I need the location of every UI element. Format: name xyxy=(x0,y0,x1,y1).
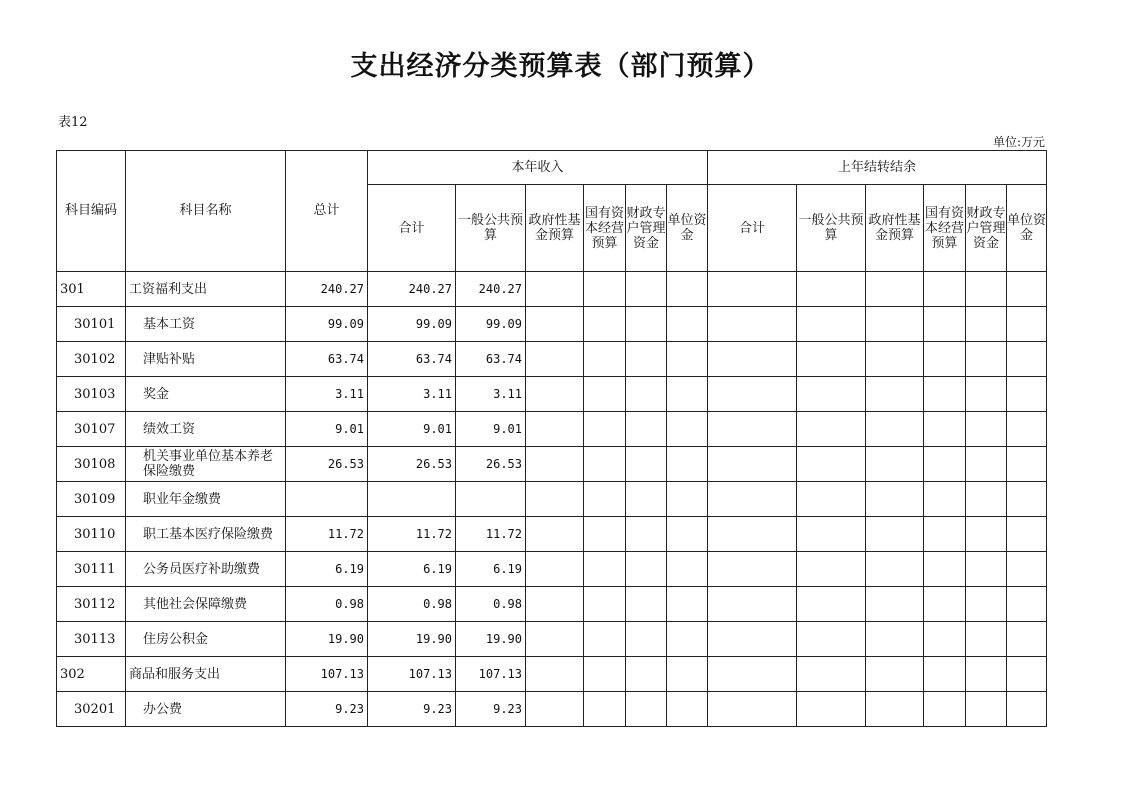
row-name: 基本工资 xyxy=(126,307,286,342)
row-name: 办公费 xyxy=(126,692,286,727)
row-current-general: 3.11 xyxy=(456,377,526,412)
table-row xyxy=(57,587,1047,622)
empty-cell xyxy=(1007,517,1047,552)
empty-cell xyxy=(708,272,797,307)
row-current-general: 11.72 xyxy=(456,517,526,552)
empty-cell xyxy=(1007,307,1047,342)
table-number: 表12 xyxy=(58,115,88,130)
empty-cell xyxy=(708,552,797,587)
empty-cell xyxy=(708,517,797,552)
row-current-general: 9.23 xyxy=(456,692,526,727)
row-name: 公务员医疗补助缴费 xyxy=(126,552,286,587)
empty-cell xyxy=(626,377,667,412)
table-row xyxy=(57,447,1047,482)
row-code: 30101 xyxy=(57,307,126,342)
empty-cell xyxy=(866,412,924,447)
row-current-general: 99.09 xyxy=(456,307,526,342)
empty-cell xyxy=(797,412,866,447)
empty-cell xyxy=(866,377,924,412)
table-row xyxy=(57,342,1047,377)
row-code: 302 xyxy=(57,657,126,692)
header-name: 科目名称 xyxy=(126,151,286,272)
empty-cell xyxy=(924,482,966,517)
empty-cell xyxy=(966,307,1007,342)
empty-cell xyxy=(924,412,966,447)
empty-cell xyxy=(667,377,708,412)
empty-cell xyxy=(966,692,1007,727)
empty-cell xyxy=(866,307,924,342)
row-name: 绩效工资 xyxy=(126,412,286,447)
empty-cell xyxy=(866,447,924,482)
table-row xyxy=(57,517,1047,552)
row-current-general: 107.13 xyxy=(456,657,526,692)
empty-cell xyxy=(924,552,966,587)
row-name: 工资福利支出 xyxy=(126,272,286,307)
empty-cell xyxy=(667,552,708,587)
row-current-general xyxy=(456,482,526,517)
empty-cell xyxy=(667,692,708,727)
empty-cell xyxy=(708,342,797,377)
empty-cell xyxy=(797,692,866,727)
empty-cell xyxy=(1007,342,1047,377)
empty-cell xyxy=(966,377,1007,412)
empty-cell xyxy=(667,482,708,517)
row-total: 99.09 xyxy=(286,307,368,342)
row-code: 30111 xyxy=(57,552,126,587)
row-name: 商品和服务支出 xyxy=(126,657,286,692)
empty-cell xyxy=(797,657,866,692)
empty-cell xyxy=(708,377,797,412)
empty-cell xyxy=(584,552,626,587)
row-name: 住房公积金 xyxy=(126,622,286,657)
header-carry-general: 一般公共预算 xyxy=(797,185,866,272)
empty-cell xyxy=(584,657,626,692)
empty-cell xyxy=(797,342,866,377)
empty-cell xyxy=(924,587,966,622)
empty-cell xyxy=(1007,692,1047,727)
empty-cell xyxy=(924,657,966,692)
empty-cell xyxy=(526,307,584,342)
empty-cell xyxy=(708,657,797,692)
row-current-general: 9.01 xyxy=(456,412,526,447)
table-row xyxy=(57,552,1047,587)
budget-table xyxy=(56,150,1047,727)
row-code: 30102 xyxy=(57,342,126,377)
empty-cell xyxy=(966,342,1007,377)
row-current-sum: 11.72 xyxy=(368,517,456,552)
row-current-general: 240.27 xyxy=(456,272,526,307)
row-current-sum: 0.98 xyxy=(368,587,456,622)
empty-cell xyxy=(1007,552,1047,587)
row-total: 11.72 xyxy=(286,517,368,552)
header-carry-fund: 政府性基金预算 xyxy=(866,185,924,272)
empty-cell xyxy=(797,482,866,517)
header-carry-state-capital: 国有资本经营预算 xyxy=(924,185,966,272)
empty-cell xyxy=(924,692,966,727)
header-current-fund: 政府性基金预算 xyxy=(526,185,584,272)
row-total: 6.19 xyxy=(286,552,368,587)
empty-cell xyxy=(866,657,924,692)
header-current-sum: 合计 xyxy=(368,185,456,272)
row-current-sum: 240.27 xyxy=(368,272,456,307)
empty-cell xyxy=(797,552,866,587)
row-current-sum: 9.01 xyxy=(368,412,456,447)
row-current-sum xyxy=(368,482,456,517)
empty-cell xyxy=(626,482,667,517)
unit-label: 单位:万元 xyxy=(992,135,1045,149)
row-total: 0.98 xyxy=(286,587,368,622)
empty-cell xyxy=(526,272,584,307)
empty-cell xyxy=(584,272,626,307)
empty-cell xyxy=(626,692,667,727)
empty-cell xyxy=(866,552,924,587)
empty-cell xyxy=(1007,482,1047,517)
empty-cell xyxy=(1007,377,1047,412)
empty-cell xyxy=(1007,447,1047,482)
empty-cell xyxy=(966,622,1007,657)
empty-cell xyxy=(708,412,797,447)
empty-cell xyxy=(626,517,667,552)
row-total: 26.53 xyxy=(286,447,368,482)
empty-cell xyxy=(966,587,1007,622)
row-code: 30108 xyxy=(57,447,126,482)
empty-cell xyxy=(708,482,797,517)
empty-cell xyxy=(866,272,924,307)
empty-cell xyxy=(797,517,866,552)
row-total: 9.23 xyxy=(286,692,368,727)
empty-cell xyxy=(1007,657,1047,692)
empty-cell xyxy=(584,692,626,727)
empty-cell xyxy=(526,377,584,412)
row-total: 63.74 xyxy=(286,342,368,377)
empty-cell xyxy=(626,342,667,377)
header-current-state-capital: 国有资本经营预算 xyxy=(584,185,626,272)
empty-cell xyxy=(866,517,924,552)
row-current-general: 63.74 xyxy=(456,342,526,377)
empty-cell xyxy=(626,657,667,692)
table-row xyxy=(57,412,1047,447)
empty-cell xyxy=(924,622,966,657)
row-code: 30109 xyxy=(57,482,126,517)
row-name: 职工基本医疗保险缴费 xyxy=(126,517,286,552)
row-name: 津贴补贴 xyxy=(126,342,286,377)
empty-cell xyxy=(526,622,584,657)
row-current-sum: 9.23 xyxy=(368,692,456,727)
empty-cell xyxy=(584,447,626,482)
empty-cell xyxy=(1007,622,1047,657)
empty-cell xyxy=(584,377,626,412)
row-code: 30112 xyxy=(57,587,126,622)
empty-cell xyxy=(626,447,667,482)
empty-cell xyxy=(708,692,797,727)
empty-cell xyxy=(797,307,866,342)
empty-cell xyxy=(866,482,924,517)
empty-cell xyxy=(966,412,1007,447)
empty-cell xyxy=(626,622,667,657)
header-current-general: 一般公共预算 xyxy=(456,185,526,272)
empty-cell xyxy=(924,517,966,552)
empty-cell xyxy=(667,517,708,552)
empty-cell xyxy=(584,342,626,377)
empty-cell xyxy=(667,272,708,307)
empty-cell xyxy=(708,587,797,622)
row-name: 机关事业单位基本养老保险缴费 xyxy=(126,447,286,482)
row-total: 9.01 xyxy=(286,412,368,447)
empty-cell xyxy=(1007,412,1047,447)
empty-cell xyxy=(797,447,866,482)
row-total: 3.11 xyxy=(286,377,368,412)
table-row xyxy=(57,482,1047,517)
row-code: 30110 xyxy=(57,517,126,552)
header-carry-special-account: 财政专户管理资金 xyxy=(966,185,1007,272)
table-row xyxy=(57,622,1047,657)
row-current-general: 26.53 xyxy=(456,447,526,482)
header-current-unit-funds: 单位资金 xyxy=(667,185,708,272)
empty-cell xyxy=(526,657,584,692)
empty-cell xyxy=(526,552,584,587)
empty-cell xyxy=(626,552,667,587)
row-current-sum: 3.11 xyxy=(368,377,456,412)
row-current-sum: 6.19 xyxy=(368,552,456,587)
empty-cell xyxy=(584,517,626,552)
empty-cell xyxy=(626,272,667,307)
empty-cell xyxy=(667,587,708,622)
empty-cell xyxy=(584,482,626,517)
empty-cell xyxy=(584,307,626,342)
row-current-sum: 99.09 xyxy=(368,307,456,342)
row-current-general: 6.19 xyxy=(456,552,526,587)
empty-cell xyxy=(667,412,708,447)
empty-cell xyxy=(1007,587,1047,622)
empty-cell xyxy=(526,482,584,517)
empty-cell xyxy=(667,447,708,482)
row-current-sum: 19.90 xyxy=(368,622,456,657)
empty-cell xyxy=(966,657,1007,692)
empty-cell xyxy=(626,587,667,622)
header-current-special-account: 财政专户管理资金 xyxy=(626,185,667,272)
empty-cell xyxy=(797,587,866,622)
empty-cell xyxy=(526,517,584,552)
empty-cell xyxy=(797,272,866,307)
empty-cell xyxy=(708,622,797,657)
empty-cell xyxy=(866,342,924,377)
empty-cell xyxy=(924,272,966,307)
empty-cell xyxy=(667,342,708,377)
table-row xyxy=(57,272,1047,307)
empty-cell xyxy=(526,412,584,447)
empty-cell xyxy=(526,692,584,727)
empty-cell xyxy=(866,587,924,622)
row-total: 19.90 xyxy=(286,622,368,657)
empty-cell xyxy=(866,692,924,727)
empty-cell xyxy=(584,412,626,447)
row-total: 107.13 xyxy=(286,657,368,692)
row-name: 奖金 xyxy=(126,377,286,412)
table-row xyxy=(57,692,1047,727)
header-row-1 xyxy=(57,151,1047,185)
table-row xyxy=(57,307,1047,342)
row-total xyxy=(286,482,368,517)
header-carry-sum: 合计 xyxy=(708,185,797,272)
empty-cell xyxy=(667,307,708,342)
header-total: 总计 xyxy=(286,151,368,272)
empty-cell xyxy=(924,307,966,342)
header-carryover: 上年结转结余 xyxy=(708,151,1047,185)
empty-cell xyxy=(584,622,626,657)
table-row xyxy=(57,657,1047,692)
row-current-sum: 63.74 xyxy=(368,342,456,377)
row-code: 30113 xyxy=(57,622,126,657)
empty-cell xyxy=(966,552,1007,587)
empty-cell xyxy=(526,447,584,482)
empty-cell xyxy=(584,587,626,622)
row-code: 30201 xyxy=(57,692,126,727)
empty-cell xyxy=(526,342,584,377)
empty-cell xyxy=(966,482,1007,517)
header-current-income: 本年收入 xyxy=(368,151,708,185)
row-code: 301 xyxy=(57,272,126,307)
empty-cell xyxy=(924,342,966,377)
empty-cell xyxy=(708,307,797,342)
empty-cell xyxy=(797,377,866,412)
row-name: 职业年金缴费 xyxy=(126,482,286,517)
row-code: 30103 xyxy=(57,377,126,412)
empty-cell xyxy=(924,377,966,412)
row-name: 其他社会保障缴费 xyxy=(126,587,286,622)
empty-cell xyxy=(924,447,966,482)
empty-cell xyxy=(797,622,866,657)
row-current-general: 19.90 xyxy=(456,622,526,657)
empty-cell xyxy=(866,622,924,657)
row-current-sum: 107.13 xyxy=(368,657,456,692)
empty-cell xyxy=(1007,272,1047,307)
row-total: 240.27 xyxy=(286,272,368,307)
empty-cell xyxy=(667,657,708,692)
empty-cell xyxy=(708,447,797,482)
row-current-general: 0.98 xyxy=(456,587,526,622)
row-current-sum: 26.53 xyxy=(368,447,456,482)
page-title: 支出经济分类预算表（部门预算） xyxy=(350,51,771,82)
empty-cell xyxy=(626,307,667,342)
row-code: 30107 xyxy=(57,412,126,447)
header-code: 科目编码 xyxy=(57,151,126,272)
header-carry-unit-funds: 单位资金 xyxy=(1007,185,1047,272)
table-row xyxy=(57,377,1047,412)
empty-cell xyxy=(966,447,1007,482)
empty-cell xyxy=(626,412,667,447)
empty-cell xyxy=(526,587,584,622)
empty-cell xyxy=(966,272,1007,307)
empty-cell xyxy=(667,622,708,657)
empty-cell xyxy=(966,517,1007,552)
